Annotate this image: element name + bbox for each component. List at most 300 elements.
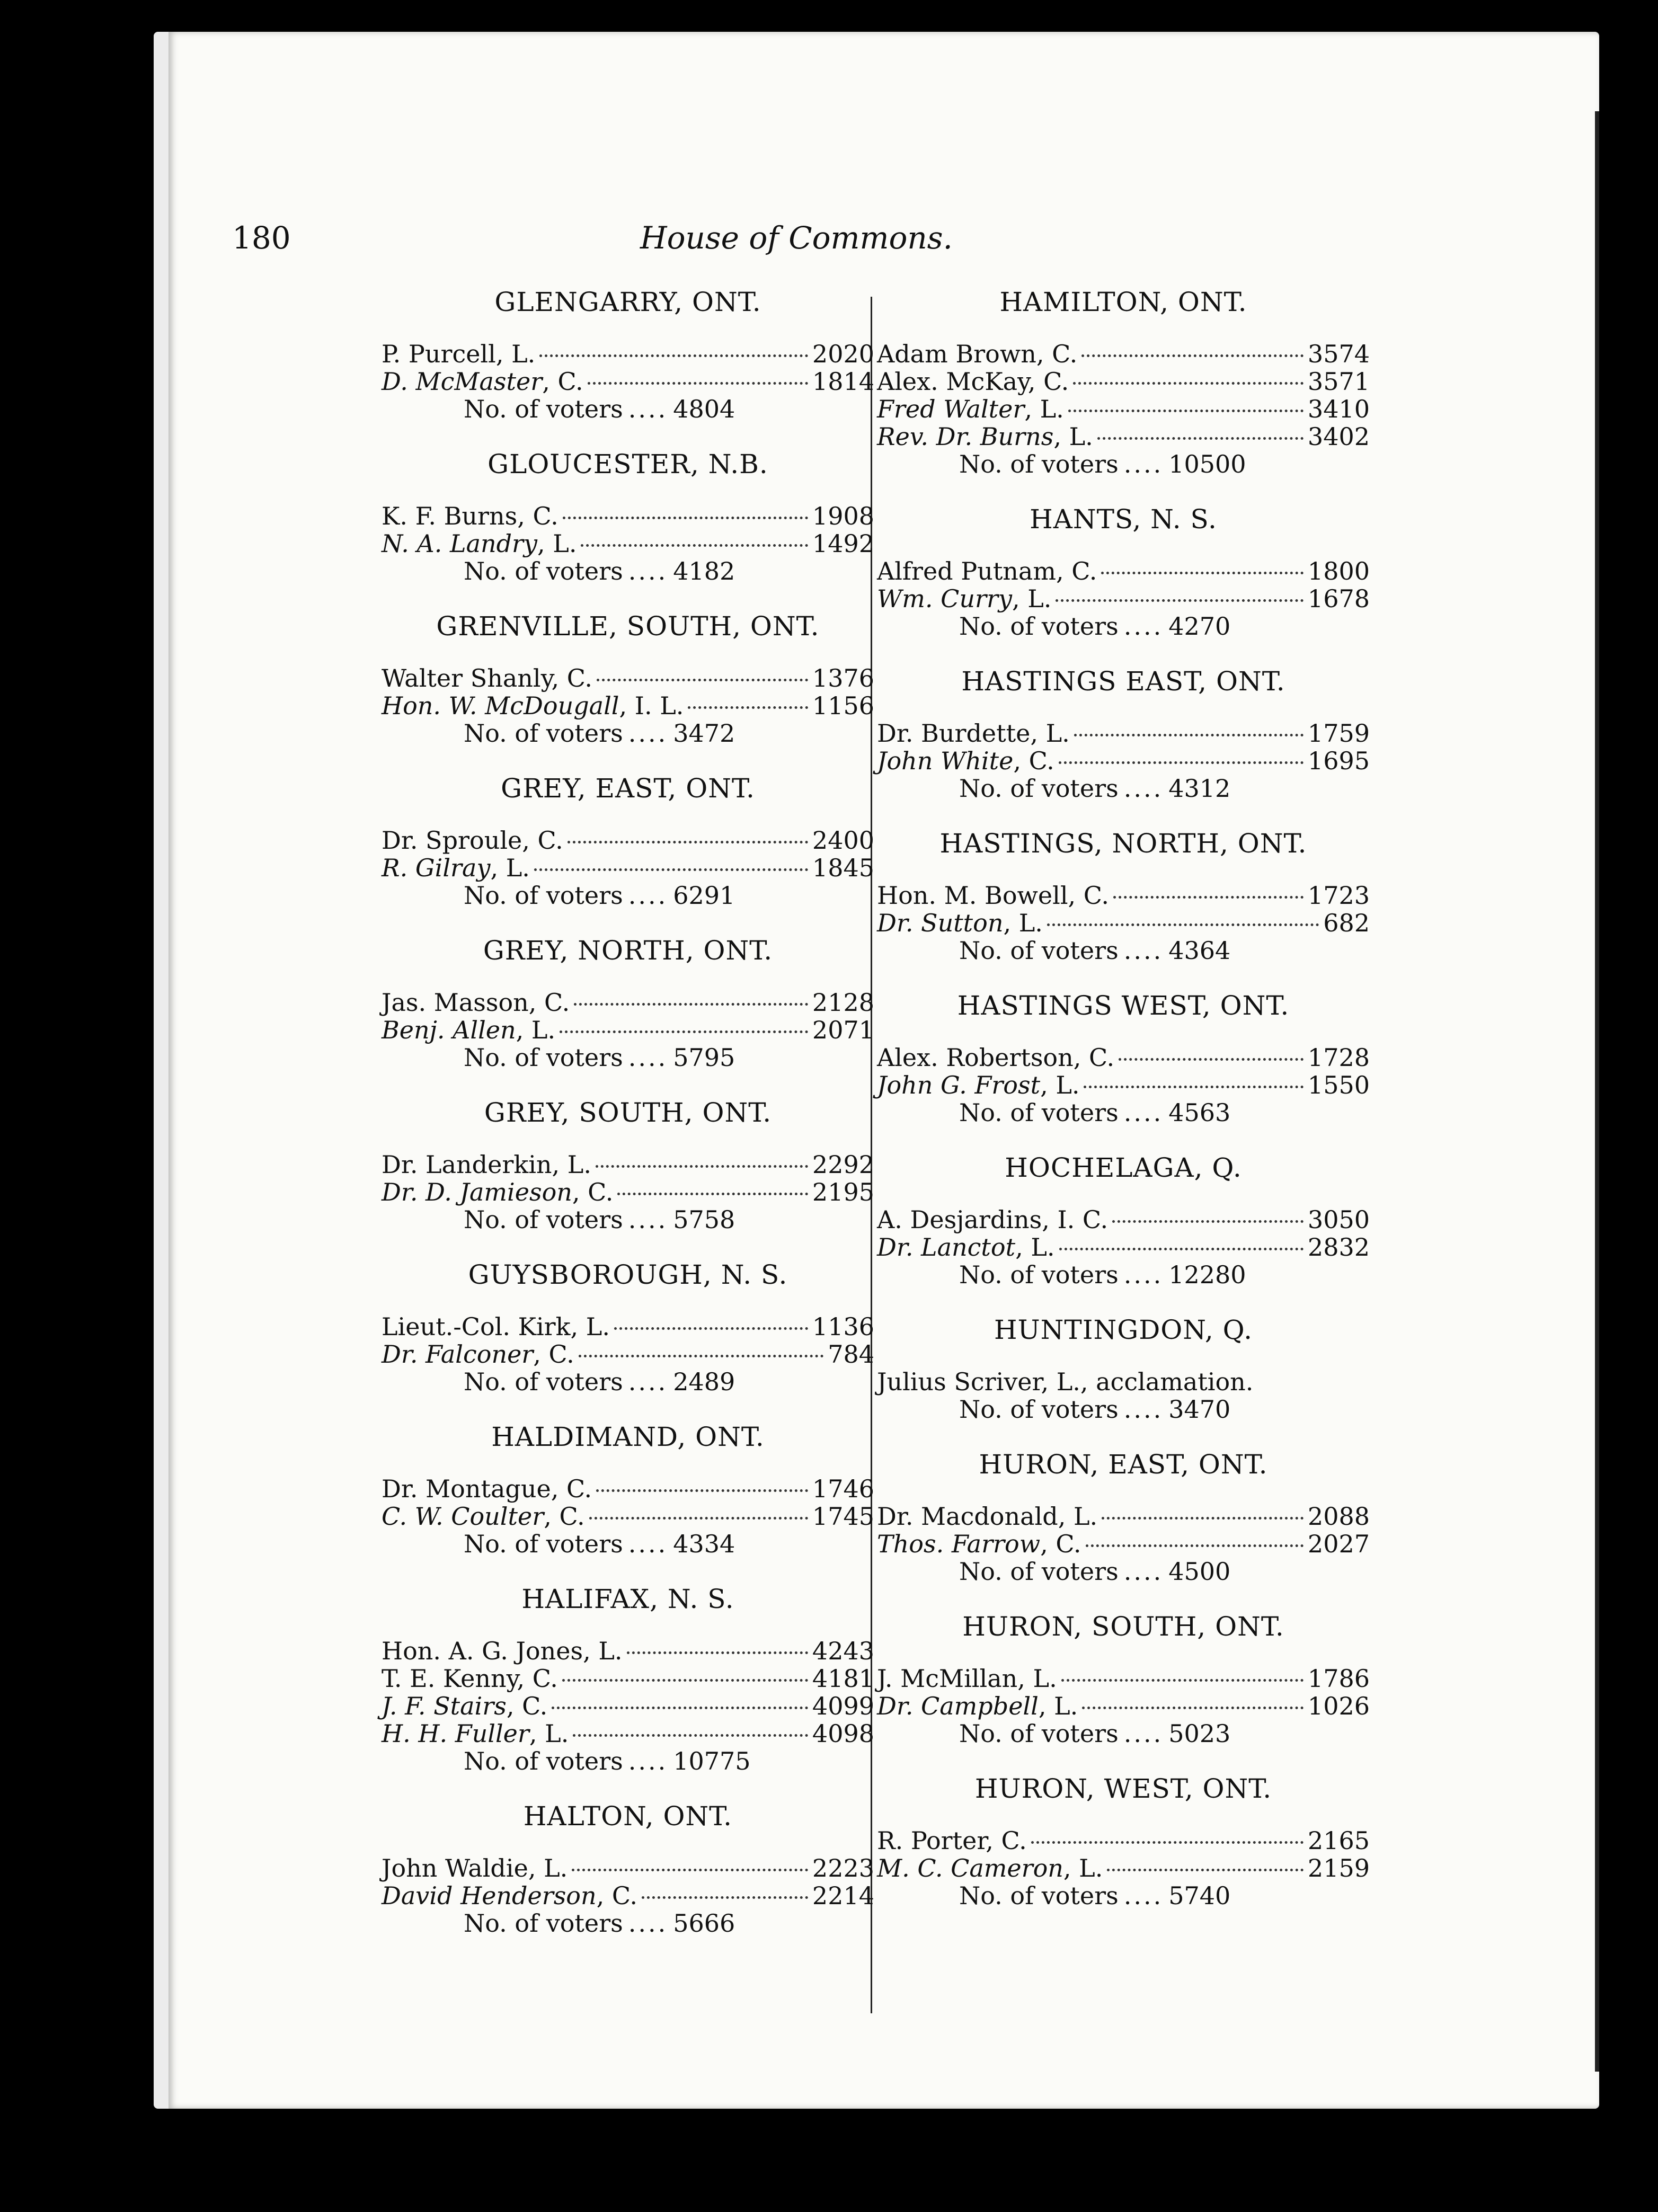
candidate-name-group — [382, 368, 583, 395]
dot-leader — [1056, 599, 1304, 602]
candidate-votes: 3410 — [1307, 395, 1370, 423]
candidate-party: I. C. — [1057, 1205, 1109, 1234]
candidate-votes: 1723 — [1307, 881, 1370, 910]
candidate-name-group — [382, 1665, 558, 1692]
candidate-name-group — [877, 1233, 1055, 1261]
voters-line — [877, 937, 1370, 964]
voters-line — [877, 1099, 1370, 1126]
candidate-votes: 2223 — [812, 1854, 874, 1882]
voters-count: 5758 — [673, 1205, 735, 1234]
voters-label: No. of voters — [464, 1367, 623, 1396]
voters-dots: .... — [628, 1043, 668, 1072]
candidate-votes: 1845 — [812, 854, 874, 882]
candidate-party: L. — [1045, 719, 1070, 748]
candidate-votes: 784 — [828, 1340, 874, 1369]
name-separator: , — [522, 826, 538, 855]
candidate-row — [382, 1313, 874, 1340]
candidate-row — [382, 1692, 874, 1720]
candidate-votes: 4098 — [812, 1719, 874, 1748]
candidate-party: C. — [559, 1502, 585, 1531]
voters-dots: .... — [628, 395, 668, 423]
candidate-votes: 2071 — [812, 1016, 874, 1044]
voters-line — [382, 1747, 874, 1775]
candidate-name-group — [877, 1368, 1253, 1396]
candidate-votes: 2159 — [1307, 1854, 1370, 1882]
constituency-section — [877, 1449, 1370, 1585]
candidate-name: M. C. Cameron — [877, 1854, 1063, 1882]
candidate-votes: 4181 — [812, 1664, 874, 1693]
name-separator: , — [1041, 1367, 1057, 1396]
candidate-row — [382, 1665, 874, 1692]
constituency-heading: HURON, EAST, ONT. — [979, 1449, 1268, 1480]
constituency-heading: HASTINGS WEST, ONT. — [957, 990, 1290, 1021]
voters-label: No. of voters — [959, 1395, 1119, 1424]
voters-label: No. of voters — [959, 450, 1119, 478]
name-separator: , — [551, 664, 567, 692]
candidate-row — [382, 1637, 874, 1665]
candidate-row — [877, 719, 1370, 747]
voters-dots: .... — [1123, 1260, 1164, 1289]
name-separator: , — [1013, 747, 1029, 775]
constituency-heading: GLENGARRY, ONT. — [494, 287, 761, 317]
page-fold-edge — [1595, 111, 1599, 2072]
voters-label: No. of voters — [464, 1909, 623, 1938]
voters-line — [382, 557, 874, 585]
candidate-party: C. — [1043, 367, 1069, 396]
dot-leader — [588, 382, 808, 385]
candidate-row — [877, 1665, 1370, 1692]
constituency-section — [382, 1259, 874, 1396]
candidate-party: C. — [548, 1340, 574, 1369]
dot-leader — [579, 1355, 823, 1357]
dot-leader — [1102, 1517, 1304, 1520]
voters-dots: .... — [628, 1367, 668, 1396]
candidate-row — [382, 368, 874, 395]
name-separator: , — [516, 1016, 531, 1044]
candidate-party: C. — [532, 1664, 558, 1693]
candidate-votes: 2292 — [812, 1150, 874, 1179]
candidate-name-group — [877, 1044, 1114, 1071]
candidate-name-group — [382, 1178, 613, 1206]
candidate-votes: 1550 — [1307, 1071, 1370, 1099]
candidate-party: C. — [1056, 1530, 1081, 1558]
name-separator: , — [1063, 1854, 1079, 1882]
voters-count: 5795 — [673, 1043, 735, 1072]
candidate-votes: 3402 — [1307, 422, 1370, 451]
dot-leader — [581, 544, 808, 547]
candidate-votes: 682 — [1323, 909, 1370, 937]
candidate-votes: 3571 — [1307, 367, 1370, 396]
candidate-name-group — [382, 1692, 547, 1720]
running-title: House of Commons. — [640, 220, 953, 256]
constituency-heading: HASTINGS EAST, ONT. — [961, 666, 1285, 697]
right-column — [877, 286, 1370, 1935]
dot-leader — [560, 1031, 808, 1033]
voters-line — [382, 395, 874, 423]
constituency-section — [877, 990, 1370, 1126]
name-separator: , — [1024, 395, 1040, 423]
candidate-party: C. — [1083, 881, 1109, 910]
name-separator: , — [619, 691, 635, 720]
dot-leader — [574, 1003, 808, 1006]
name-separator: , — [1073, 1043, 1089, 1072]
constituency-heading: GLOUCESTER, N.B. — [487, 449, 768, 479]
candidate-votes: 1814 — [812, 367, 874, 396]
candidate-name: John White — [877, 747, 1014, 775]
candidate-name: Dr. Macdonald — [877, 1502, 1058, 1531]
candidate-row — [877, 747, 1370, 775]
candidate-row — [877, 1530, 1370, 1558]
candidate-party: C. — [557, 367, 583, 396]
voters-line — [877, 1396, 1370, 1423]
constituency-heading: HANTS, N. S. — [1030, 504, 1217, 535]
dot-leader — [1119, 1058, 1304, 1061]
candidate-name-group — [382, 530, 577, 557]
candidate-votes: 3574 — [1307, 340, 1370, 368]
voters-count: 4563 — [1168, 1098, 1231, 1127]
candidate-name-group — [877, 882, 1109, 909]
page-number: 180 — [232, 220, 291, 256]
dot-leader — [563, 517, 808, 519]
candidate-row — [382, 1340, 874, 1368]
dot-leader — [596, 1489, 808, 1492]
candidate-name-group — [877, 1206, 1108, 1233]
candidate-name-group — [877, 340, 1077, 368]
candidate-votes: 1678 — [1307, 584, 1370, 613]
constituency-section — [877, 1314, 1370, 1423]
candidate-name: Alfred Putnam — [877, 557, 1056, 585]
candidate-name: Adam Brown — [877, 340, 1036, 368]
candidate-name: Benj. Allen — [382, 1016, 516, 1044]
name-separator: , — [596, 1881, 612, 1910]
candidate-name: Hon. M. Bowell — [877, 881, 1068, 910]
candidate-votes: 1908 — [812, 502, 874, 530]
name-separator: , — [1056, 557, 1072, 585]
candidate-votes: 1800 — [1307, 557, 1370, 585]
voters-dots: .... — [628, 881, 668, 910]
dot-leader — [1113, 896, 1304, 899]
candidate-name: Dr. Sproule — [382, 826, 522, 855]
dot-leader — [1068, 410, 1304, 412]
candidate-row — [382, 530, 874, 557]
candidate-name: David Henderson — [382, 1881, 597, 1910]
candidate-votes: 2832 — [1307, 1233, 1370, 1262]
candidate-row — [877, 1692, 1370, 1720]
candidate-votes: 2195 — [812, 1178, 874, 1206]
voters-dots: .... — [1123, 774, 1164, 803]
candidate-row — [382, 1178, 874, 1206]
voters-dots: .... — [1123, 936, 1164, 965]
candidate-row — [877, 1503, 1370, 1530]
candidate-row — [382, 854, 874, 882]
dot-leader — [534, 868, 808, 871]
constituency-section — [877, 828, 1370, 964]
dot-leader — [568, 841, 808, 843]
voters-line — [877, 1261, 1370, 1289]
candidate-name-group — [877, 1854, 1103, 1882]
candidate-votes: 2165 — [1307, 1826, 1370, 1855]
voters-dots: .... — [1123, 1719, 1164, 1748]
candidate-row — [382, 1475, 874, 1503]
candidate-party: C. — [1089, 1043, 1115, 1072]
candidate-votes: 2400 — [812, 826, 874, 855]
candidate-votes: 1746 — [812, 1474, 874, 1503]
candidate-party: L. — [1031, 1233, 1055, 1262]
dot-leader — [1097, 437, 1304, 440]
constituency-section — [877, 286, 1370, 478]
voters-count: 4312 — [1168, 774, 1231, 803]
name-separator: , — [572, 1178, 588, 1206]
voters-line — [382, 1530, 874, 1558]
dot-leader — [572, 1869, 808, 1871]
candidate-party: C. — [522, 1692, 548, 1720]
candidate-row — [877, 368, 1370, 395]
voters-count: 10775 — [673, 1747, 751, 1775]
candidate-name: Wm. Curry — [877, 584, 1012, 613]
candidate-party: L. — [544, 1854, 568, 1882]
voters-dots: .... — [1123, 450, 1164, 478]
candidate-name: Thos. Farrow — [877, 1530, 1041, 1558]
voters-line — [382, 1368, 874, 1396]
candidate-party: C. — [533, 502, 558, 530]
candidate-row — [877, 1206, 1370, 1233]
dot-leader — [596, 1165, 808, 1168]
dot-leader — [1061, 1679, 1304, 1682]
candidate-name-group — [382, 1503, 585, 1530]
candidate-name-group — [877, 1071, 1079, 1099]
candidate-name-group — [877, 423, 1093, 450]
constituency-heading: HAMILTON, ONT. — [999, 287, 1247, 317]
constituency-section — [382, 448, 874, 585]
candidate-party: L. — [1027, 584, 1052, 613]
dot-leader — [1081, 354, 1304, 357]
voters-label: No. of voters — [464, 1043, 623, 1072]
name-separator: , — [490, 854, 506, 882]
candidate-row — [382, 340, 874, 368]
dot-leader — [1084, 1086, 1303, 1088]
constituency-section — [382, 286, 874, 423]
voters-count: 10500 — [1168, 450, 1246, 478]
candidate-name-group — [877, 747, 1054, 775]
candidate-name-group — [382, 692, 684, 719]
constituency-section — [382, 935, 874, 1071]
candidate-name-group — [382, 1720, 569, 1747]
voters-label: No. of voters — [464, 881, 623, 910]
candidate-party: L. — [1018, 909, 1043, 937]
candidate-name: Alex. McKay — [877, 367, 1028, 396]
candidate-row — [382, 989, 874, 1016]
name-separator: , — [1027, 367, 1044, 396]
voters-count: 5023 — [1168, 1719, 1231, 1748]
candidate-name-group — [877, 557, 1097, 585]
constituency-section — [382, 1800, 874, 1937]
candidate-name: Hon. W. McDougall — [382, 691, 619, 720]
candidate-name-group — [382, 1016, 555, 1044]
candidate-row — [877, 423, 1370, 450]
candidate-row — [877, 882, 1370, 909]
voters-line — [382, 1909, 874, 1937]
candidate-name-group — [877, 909, 1043, 937]
voters-count: 4500 — [1168, 1557, 1231, 1586]
candidate-name: Lieut.-Col. Kirk — [382, 1312, 571, 1341]
candidate-name-group — [877, 585, 1051, 612]
voters-label: No. of voters — [959, 1719, 1119, 1748]
name-separator: , — [495, 340, 512, 368]
voters-label: No. of voters — [464, 1747, 623, 1775]
candidate-party: L. — [506, 854, 530, 882]
voters-dots: .... — [628, 557, 668, 585]
name-separator: , — [544, 1502, 560, 1531]
candidate-row — [382, 1882, 874, 1909]
constituency-section — [382, 772, 874, 909]
voters-line — [877, 450, 1370, 478]
candidate-party: L. — [553, 529, 577, 558]
name-separator: , — [517, 502, 533, 530]
candidate-party: L. — [545, 1719, 569, 1748]
dot-leader — [589, 1517, 808, 1520]
voters-dots: .... — [1123, 1557, 1164, 1586]
candidate-name-group — [382, 340, 535, 368]
constituency-heading: HOCHELAGA, Q. — [1005, 1152, 1242, 1183]
name-separator: , — [1040, 1530, 1056, 1558]
candidate-row — [877, 395, 1370, 423]
voters-dots: .... — [628, 1530, 668, 1558]
constituency-heading: HALTON, ONT. — [523, 1801, 733, 1832]
voters-label: No. of voters — [464, 719, 623, 748]
candidate-row — [877, 585, 1370, 612]
candidate-votes: 1759 — [1307, 719, 1370, 748]
constituency-heading: HASTINGS, NORTH, ONT. — [939, 828, 1307, 859]
candidate-row — [382, 502, 874, 530]
name-separator: , — [1053, 422, 1069, 451]
candidate-votes: 1376 — [812, 664, 874, 692]
candidate-name: Jas. Masson — [382, 988, 529, 1017]
voters-line — [877, 612, 1370, 640]
name-separator: , — [1015, 1233, 1031, 1262]
constituency-section — [382, 1421, 874, 1558]
candidate-name-group — [382, 854, 530, 882]
name-separator: , — [551, 1474, 566, 1503]
candidate-votes: 3050 — [1307, 1205, 1370, 1234]
candidate-name-group — [877, 1827, 1027, 1854]
constituency-heading: GREY, EAST, ONT. — [501, 773, 755, 804]
voters-label: No. of voters — [959, 1881, 1119, 1910]
candidate-party: L. — [531, 1016, 556, 1044]
voters-line — [877, 775, 1370, 802]
voters-line — [382, 719, 874, 747]
voters-line — [382, 1206, 874, 1233]
candidate-name: Dr. Campbell — [877, 1692, 1039, 1720]
name-separator: , — [529, 1719, 545, 1748]
dot-leader — [1059, 761, 1304, 764]
candidate-party: L. — [1040, 395, 1064, 423]
name-separator: , — [1012, 584, 1028, 613]
candidate-name: Julius Scriver — [877, 1367, 1041, 1396]
candidate-name: T. E. Kenny — [382, 1664, 517, 1693]
candidate-row — [877, 1827, 1370, 1854]
voters-label: No. of voters — [464, 395, 623, 423]
dot-leader — [1112, 1220, 1304, 1223]
candidate-name: John G. Frost — [877, 1071, 1041, 1099]
constituency-section — [877, 1152, 1370, 1289]
constituency-section — [877, 1773, 1370, 1909]
candidate-name: Walter Shanly — [382, 664, 552, 692]
dot-leader — [617, 1193, 808, 1195]
candidate-name: H. H. Fuller — [382, 1719, 529, 1748]
candidate-party: L. — [1056, 1071, 1080, 1099]
candidate-votes: 1156 — [812, 691, 874, 720]
dot-leader — [1059, 1248, 1304, 1250]
candidate-votes: 2128 — [812, 988, 874, 1017]
candidate-name: Dr. Falconer — [382, 1340, 534, 1369]
voters-count: 2489 — [673, 1367, 735, 1396]
candidate-row — [877, 340, 1370, 368]
candidate-row — [382, 664, 874, 692]
candidate-name-group — [382, 1151, 591, 1178]
candidate-party: C. — [611, 1881, 638, 1910]
candidate-name-group — [382, 1854, 568, 1882]
candidate-name-group — [382, 1313, 610, 1340]
voters-dots: .... — [1123, 1395, 1164, 1424]
name-separator: , — [1003, 909, 1019, 937]
voters-count: 6291 — [673, 881, 735, 910]
candidate-name-group — [877, 1530, 1081, 1558]
name-separator: , — [570, 1312, 586, 1341]
voters-count: 5740 — [1168, 1881, 1231, 1910]
dot-leader — [562, 1679, 808, 1682]
candidate-name: Dr. Burdette — [877, 719, 1031, 748]
candidate-name-group — [877, 1503, 1097, 1530]
constituency-section — [877, 503, 1370, 640]
candidate-name: P. Purcell — [382, 340, 496, 368]
name-separator: , — [1058, 1502, 1074, 1531]
candidate-name: Rev. Dr. Burns — [877, 422, 1054, 451]
voters-label: No. of voters — [959, 1098, 1119, 1127]
candidate-party: L. — [511, 340, 536, 368]
candidate-votes: 2020 — [812, 340, 874, 368]
candidate-name: Dr. Lanctot — [877, 1233, 1016, 1262]
name-separator: , — [542, 367, 558, 396]
name-separator: , — [517, 1664, 533, 1693]
voters-dots: .... — [628, 1747, 668, 1775]
candidate-name: Hon. A. G. Jones — [382, 1637, 583, 1665]
candidate-name: Dr. Montague — [382, 1474, 551, 1503]
candidate-party: L. — [567, 1150, 591, 1179]
candidate-name: Fred Walter — [877, 395, 1025, 423]
constituency-section — [877, 1611, 1370, 1747]
voters-dots: .... — [628, 1909, 668, 1938]
candidate-votes: 2088 — [1307, 1502, 1370, 1531]
candidate-votes: 1492 — [812, 529, 874, 558]
voters-count: 4804 — [673, 395, 735, 423]
voters-line — [382, 1044, 874, 1071]
candidate-name-group — [382, 827, 563, 854]
constituency-heading: GUYSBOROUGH, N. S. — [468, 1259, 788, 1290]
dot-leader — [627, 1651, 808, 1654]
dot-leader — [1101, 572, 1304, 574]
dot-leader — [573, 1734, 808, 1737]
name-separator: , — [537, 529, 553, 558]
candidate-name: C. W. Coulter — [382, 1502, 544, 1531]
voters-count: 4270 — [1168, 612, 1231, 641]
candidate-votes: 2214 — [812, 1881, 874, 1910]
constituency-heading: GREY, NORTH, ONT. — [483, 935, 773, 966]
dot-leader — [1073, 382, 1304, 385]
candidate-votes: 1786 — [1307, 1664, 1370, 1693]
dot-leader — [688, 706, 808, 709]
voters-label: No. of voters — [464, 1205, 623, 1234]
name-separator: , — [1030, 719, 1046, 748]
